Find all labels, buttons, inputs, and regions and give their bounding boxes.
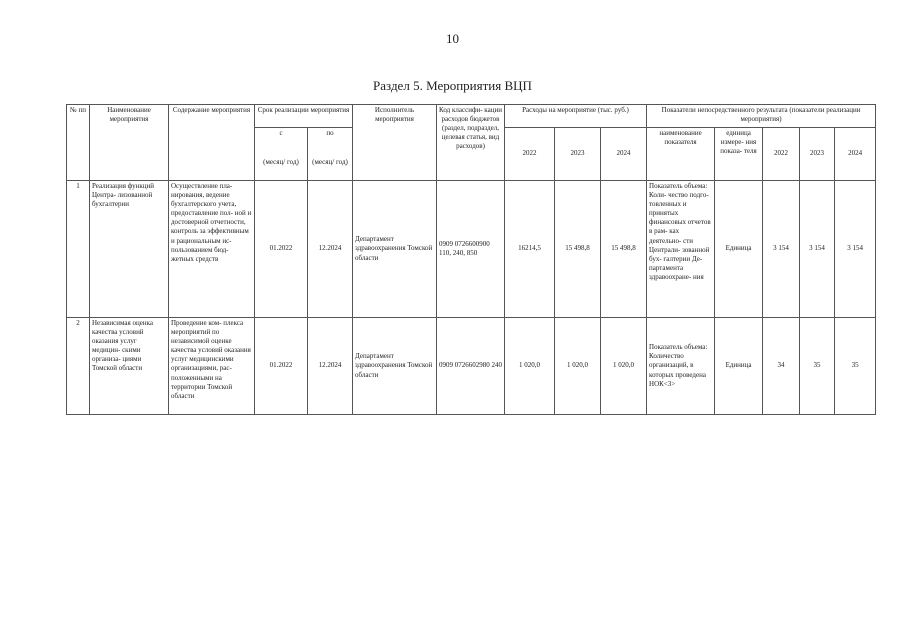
row-name: Реализация функций Центра- лизованной бухгалтерии (90, 181, 169, 318)
header-period-from-sub: (месяц/ год) (263, 158, 299, 167)
row-from: 01.2022 (255, 181, 308, 318)
table-header (67, 105, 876, 181)
row-to: 12.2024 (308, 181, 353, 318)
table-row (67, 318, 876, 415)
row-exp-2023: 15 498,8 (555, 181, 601, 318)
page-number: 10 (446, 31, 459, 46)
header-exp-2023: 2023 (555, 128, 601, 181)
header-exp-2022: 2022 (505, 128, 555, 181)
row-res-2024: 3 154 (835, 181, 876, 318)
header-exp-2024: 2024 (601, 128, 647, 181)
row-code: 0909 0726600900 110, 240, 850 (437, 181, 505, 318)
row-exp-2023: 1 020,0 (555, 318, 601, 415)
row-content: Осуществление пла- нирования, ведение бухгалтерского учета, предоставление пол- ной и достоверной отчетности, контроль за эффективным и рациональным ис- пользованием бюд- жетных средств (169, 181, 255, 318)
row-num: 1 (67, 181, 90, 318)
row-executor: Департамент здравоохранения Томской области (353, 318, 437, 415)
row-res-2024: 35 (835, 318, 876, 415)
row-exp-2022: 16214,5 (505, 181, 555, 318)
row-exp-2022: 1 020,0 (505, 318, 555, 415)
header-period-from-label: с (279, 129, 283, 137)
header-period: Срок реализации мероприятия (255, 105, 353, 128)
row-res-2023: 35 (800, 318, 835, 415)
header-budget-code: Код классифи- кации расходов бюджетов (раздел, подраздел, целевая статья, вид расходов) (437, 105, 505, 181)
row-res-2022: 3 154 (763, 181, 800, 318)
header-res-2024: 2024 (835, 128, 876, 181)
header-period-to-label: по (326, 129, 334, 137)
header-period-to (308, 128, 353, 181)
row-from: 01.2022 (255, 318, 308, 415)
row-exp-2024: 15 498,8 (601, 181, 647, 318)
header-results: Показатели непосредственного результата (показатели реализации мероприятия) (647, 105, 876, 128)
header-executor: Исполнитель мероприятия (353, 105, 437, 181)
row-unit: Единица (715, 318, 763, 415)
row-res-2022: 34 (763, 318, 800, 415)
header-content: Содержание мероприятия (169, 105, 255, 181)
header-expenses: Расходы на мероприятие (тыс. руб.) (505, 105, 647, 128)
row-code: 0909 0726602980 240 (437, 318, 505, 415)
table-row (67, 181, 876, 318)
header-period-from (255, 128, 308, 181)
row-content: Проведение ком- плекса мероприятий по независимой оценке качества условий оказания услуг медицинскими организациями, рас- положенными на территории Томской области (169, 318, 255, 415)
row-executor: Департамент здравоохранения Томской области (353, 181, 437, 318)
activities-table (66, 104, 876, 415)
section-title: Раздел 5. Мероприятия ВЦП (373, 78, 532, 93)
header-indicator-name: наименование показателя (647, 128, 715, 181)
row-exp-2024: 1 020,0 (601, 318, 647, 415)
row-res-2023: 3 154 (800, 181, 835, 318)
row-indicator: Показатель объема: Количество организаций, в которых проведена НОК<3> (647, 318, 715, 415)
header-period-to-sub: (месяц/ год) (312, 158, 348, 167)
header-unit: единица измере- ния показа- теля (715, 128, 763, 181)
header-res-2023: 2023 (800, 128, 835, 181)
row-unit: Единица (715, 181, 763, 318)
row-name: Независимая оценка качества условий оказания услуг медицин- скими организа- циями Томской области (90, 318, 169, 415)
header-res-2022: 2022 (763, 128, 800, 181)
row-indicator: Показатель объема: Коли- чество подго- товленных и принятых финансовых отчетов в рам- ках деятельно- сти Централи- зованной бух- галтерии Де- партамента здравоохране- ния (647, 181, 715, 318)
header-num: № пп (67, 105, 90, 181)
row-to: 12.2024 (308, 318, 353, 415)
row-num: 2 (67, 318, 90, 415)
header-name: Наименование мероприятия (90, 105, 169, 181)
